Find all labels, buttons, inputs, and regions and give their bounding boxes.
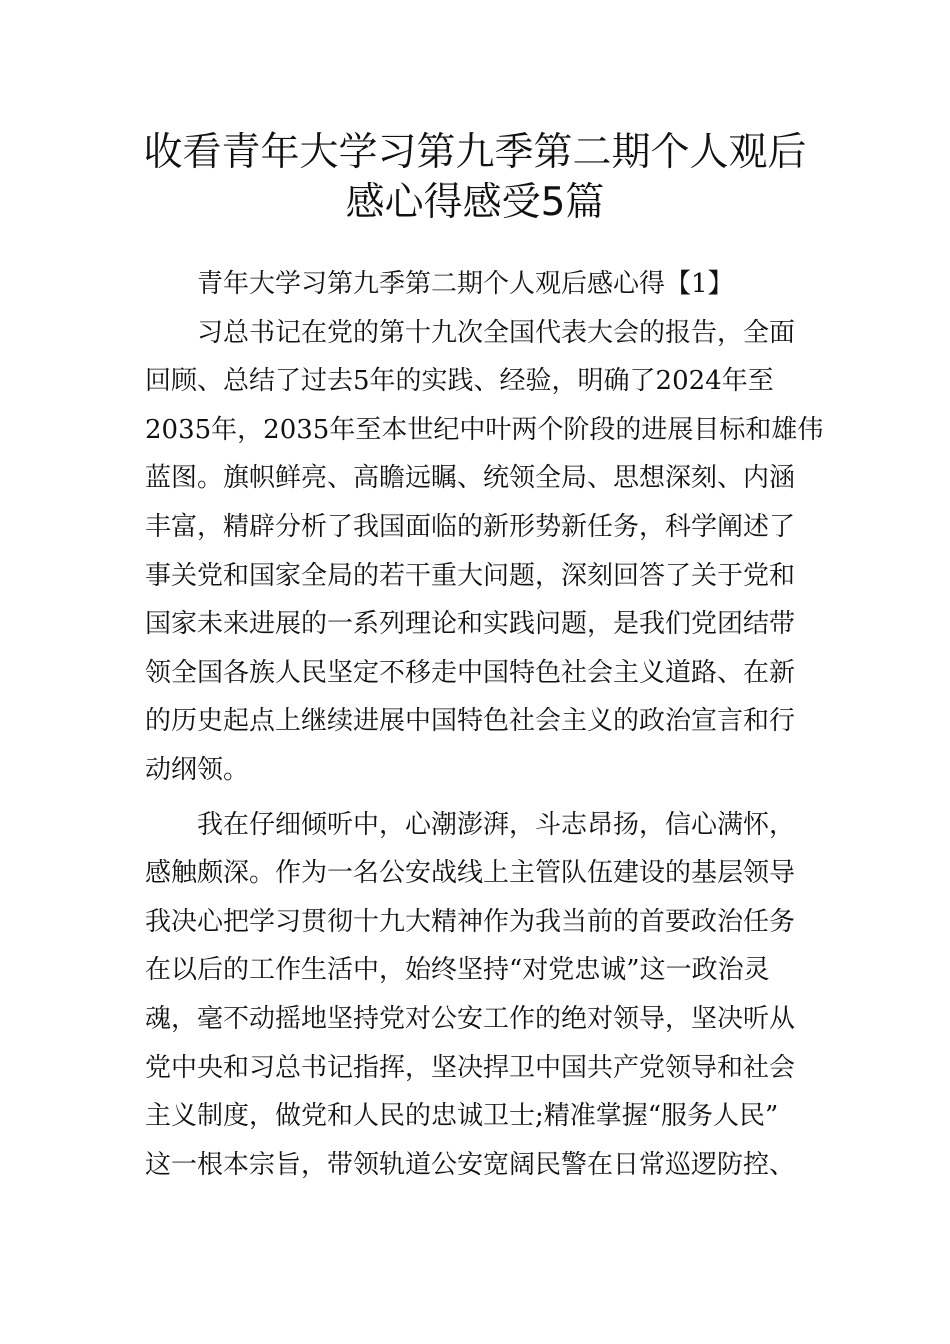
- document-body: [145, 260, 824, 1189]
- paragraph-line: 这一根本宗旨，带领轨道公安宽阔民警在日常巡逻防控、: [145, 1149, 796, 1180]
- paragraph-line: 事关党和国家全局的若干重大问题，深刻回答了关于党和: [145, 560, 796, 591]
- paragraph-line: 国家未来进展的一系列理论和实践问题，是我们党团结带: [145, 609, 796, 640]
- paragraph-line: 党中央和习总书记指挥，坚决捍卫中国共产党领导和社会: [145, 1052, 796, 1083]
- paragraph-line: 丰富，精辟分析了我国面临的新形势新任务，科学阐述了: [145, 511, 796, 542]
- paragraph-line: 回顾、总结了过去5年的实践、经验，明确了2024年至: [145, 366, 774, 397]
- paragraph-line: 感触颇深。作为一名公安战线上主管队伍建设的基层领导: [145, 858, 796, 889]
- paragraph-line: 魂，毫不动摇地坚持党对公安工作的绝对领导，坚决听从: [145, 1003, 796, 1034]
- paragraph-line: 习总书记在党的第十九次全国代表大会的报告，全面: [197, 317, 796, 348]
- paragraph-line: 2035年，2035年至本世纪中叶两个阶段的进展目标和雄伟: [145, 414, 824, 445]
- section-subheading: 青年大学习第九季第二期个人观后感心得【1】: [197, 269, 734, 299]
- paragraph-line: 领全国各族人民坚定不移走中国特色社会主义道路、在新: [145, 657, 796, 688]
- paragraph-line: 蓝图。旗帜鲜亮、高瞻远瞩、统领全局、思想深刻、内涵: [145, 463, 796, 494]
- paragraph-line: 我决心把学习贯彻十九大精神作为我当前的首要政治任务: [145, 906, 796, 937]
- paragraph-1: [145, 309, 824, 795]
- title-line-1: 收看青年大学习第九季第二期个人观后: [143, 130, 807, 175]
- paragraph-line: 的历史起点上继续进展中国特色社会主义的政治宣言和行: [145, 706, 796, 737]
- paragraph-line: 我在仔细倾听中，心潮澎湃，斗志昂扬，信心满怀，: [197, 809, 796, 840]
- paragraph-line: 在以后的工作生活中，始终坚持“对党忠诚”这一政治灵: [145, 955, 770, 986]
- document-title: [100, 128, 850, 228]
- paragraph-2: [145, 801, 805, 1190]
- title-line-2: 感心得感受5篇: [345, 180, 605, 225]
- paragraph-line: 动纲领。: [145, 754, 250, 785]
- paragraph-line: 主义制度，做党和人民的忠诚卫士;精准掌握“服务人民”: [145, 1101, 779, 1132]
